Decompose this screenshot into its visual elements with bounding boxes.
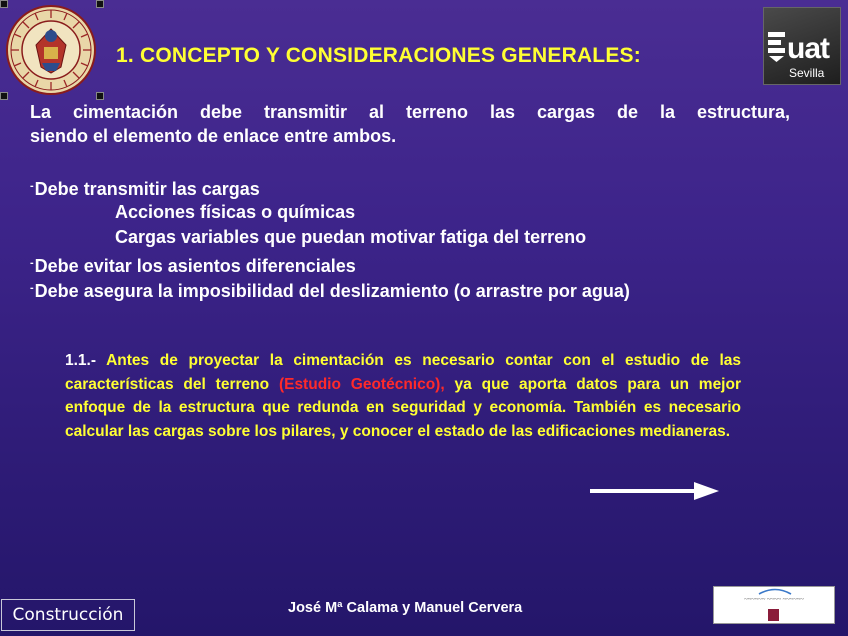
corner-marker	[96, 0, 104, 8]
list-item-text: Debe asegura la imposibilidad del deslizamiento (o arrastre por agua)	[34, 281, 630, 301]
list-item	[30, 251, 820, 277]
list-item	[30, 174, 820, 200]
note-highlight: (Estudio Geotécnico),	[278, 375, 445, 393]
list-subitem: Acciones físicas o químicas	[115, 201, 356, 222]
slide-title: 1. CONCEPTO Y CONSIDERACIONES GENERALES:	[116, 44, 641, 67]
requirements-list	[30, 174, 820, 302]
intro-paragraph	[30, 100, 790, 148]
note-paragraph	[65, 349, 741, 443]
list-item-text: Debe evitar los asientos diferenciales	[34, 255, 356, 276]
section-label: Construcción	[1, 599, 135, 631]
bullet-dash: -	[30, 180, 34, 192]
logo-lettering: ~~~~~~ ~~~~ ~~~~~~	[744, 596, 804, 603]
note-text: ya que aporta datos para un mejor enfoque de la estructura que redunda en seguridad y economía. También es necesario calcular las cargas sobre los pilares, y conocer el estado de las edificaciones medianeras.	[65, 375, 741, 440]
euat-logo-word: uat	[787, 32, 829, 65]
note-text: Antes de proyectar la cimentación es necesario contar con el estudio de las características del terreno	[65, 352, 742, 393]
logo-square	[768, 609, 779, 621]
bullet-dash: -	[30, 282, 34, 294]
euat-logo-icon	[763, 7, 841, 85]
authors-credit: José Mª Calama y Manuel Cervera	[288, 600, 523, 616]
arrow-right-icon[interactable]	[590, 480, 720, 502]
corner-marker	[96, 92, 104, 100]
list-item-text: Debe transmitir las cargas	[34, 179, 260, 199]
bullet-dash: -	[30, 256, 34, 269]
footer-institution-logo-icon	[713, 586, 835, 624]
euat-logo-city: Sevilla	[789, 66, 825, 80]
list-item	[30, 276, 820, 302]
university-seal-icon	[6, 5, 96, 95]
euat-mark-icon	[768, 32, 785, 62]
intro-line: La cimentación debe transmitir al terreno las cargas de la estructura,	[30, 102, 790, 122]
intro-line: siendo el elemento de enlace entre ambos.	[30, 126, 397, 146]
note-label: 1.1.-	[65, 352, 97, 369]
logo-arc-icon	[757, 588, 793, 595]
list-subitem: Cargas variables que puedan motivar fatiga del terreno	[115, 227, 587, 247]
